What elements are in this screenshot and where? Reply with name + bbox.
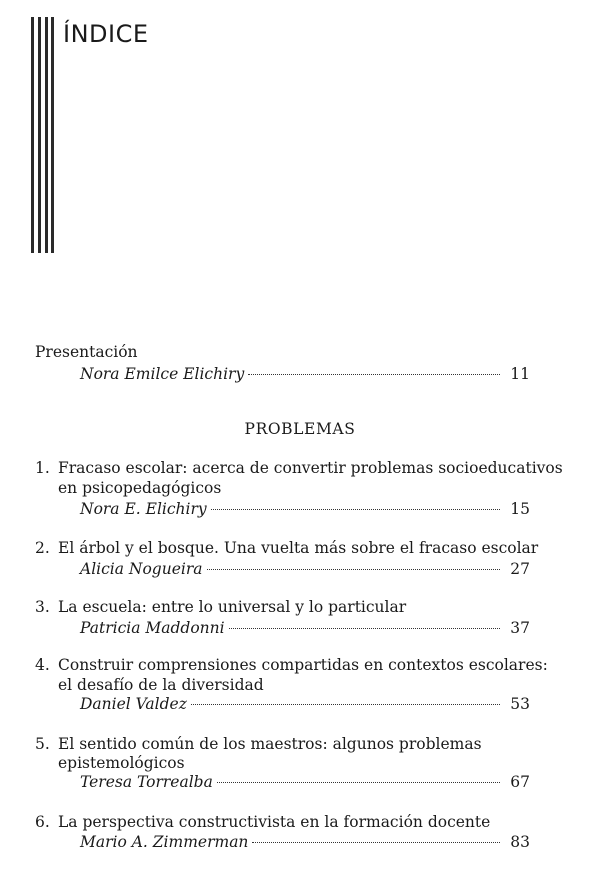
- entry-number: 6.: [35, 813, 50, 831]
- dot-leader: [248, 374, 500, 375]
- entry-title-line[interactable]: Fracaso escolar: acerca de convertir problemas socioeducativos: [58, 459, 563, 477]
- entry-number: 1.: [35, 459, 50, 477]
- entry-number: 3.: [35, 598, 50, 616]
- entry-author-row[interactable]: [80, 499, 530, 519]
- entry-author: Alicia Nogueira: [80, 560, 203, 578]
- page-title: ÍNDICE: [63, 20, 149, 48]
- entry-number: 2.: [35, 539, 50, 557]
- page-number: 53: [510, 695, 530, 713]
- dot-leader: [211, 509, 500, 510]
- decorative-bars: [31, 17, 55, 253]
- entry-author: Mario A. Zimmerman: [80, 833, 249, 851]
- entry-title-line[interactable]: El sentido común de los maestros: algunos problemas: [58, 735, 482, 753]
- presentation-author: Nora Emilce Elichiry: [80, 365, 245, 383]
- entry-author-row[interactable]: [80, 832, 530, 852]
- dot-leader: [229, 628, 500, 629]
- page-number: 11: [510, 365, 530, 383]
- page-number: 83: [510, 833, 530, 851]
- section-title: PROBLEMAS: [244, 420, 356, 438]
- entry-title-line[interactable]: en psicopedagógicos: [58, 479, 222, 497]
- page-number: 37: [510, 619, 530, 637]
- presentation-label: Presentación: [35, 343, 138, 361]
- page-number: 15: [510, 500, 530, 518]
- entry-title-line[interactable]: El árbol y el bosque. Una vuelta más sobre el fracaso escolar: [58, 539, 539, 557]
- entry-author-row[interactable]: [80, 694, 530, 714]
- entry-number: 5.: [35, 735, 50, 753]
- entry-title-line[interactable]: La escuela: entre lo universal y lo particular: [58, 598, 407, 616]
- entry-title-line[interactable]: Construir comprensiones compartidas en contextos escolares:: [58, 656, 548, 674]
- dot-leader: [207, 569, 501, 570]
- dot-leader: [252, 842, 500, 843]
- dot-leader: [217, 782, 500, 783]
- page-number: 67: [510, 773, 530, 791]
- dot-leader: [191, 704, 500, 705]
- entry-author-row[interactable]: [80, 772, 530, 792]
- entry-title-line[interactable]: La perspectiva constructivista en la formación docente: [58, 813, 491, 831]
- entry-author: Patricia Maddonni: [80, 619, 225, 637]
- entry-title-line[interactable]: epistemológicos: [58, 754, 185, 772]
- presentation-author-row[interactable]: [80, 364, 530, 384]
- page-number: 27: [510, 560, 530, 578]
- entry-author: Nora E. Elichiry: [80, 500, 207, 518]
- entry-title-line[interactable]: el desafío de la diversidad: [58, 676, 264, 694]
- entry-author: Daniel Valdez: [80, 695, 187, 713]
- entry-number: 4.: [35, 656, 50, 674]
- entry-author: Teresa Torrealba: [80, 773, 213, 791]
- entry-author-row[interactable]: [80, 618, 530, 638]
- entry-author-row[interactable]: [80, 559, 530, 579]
